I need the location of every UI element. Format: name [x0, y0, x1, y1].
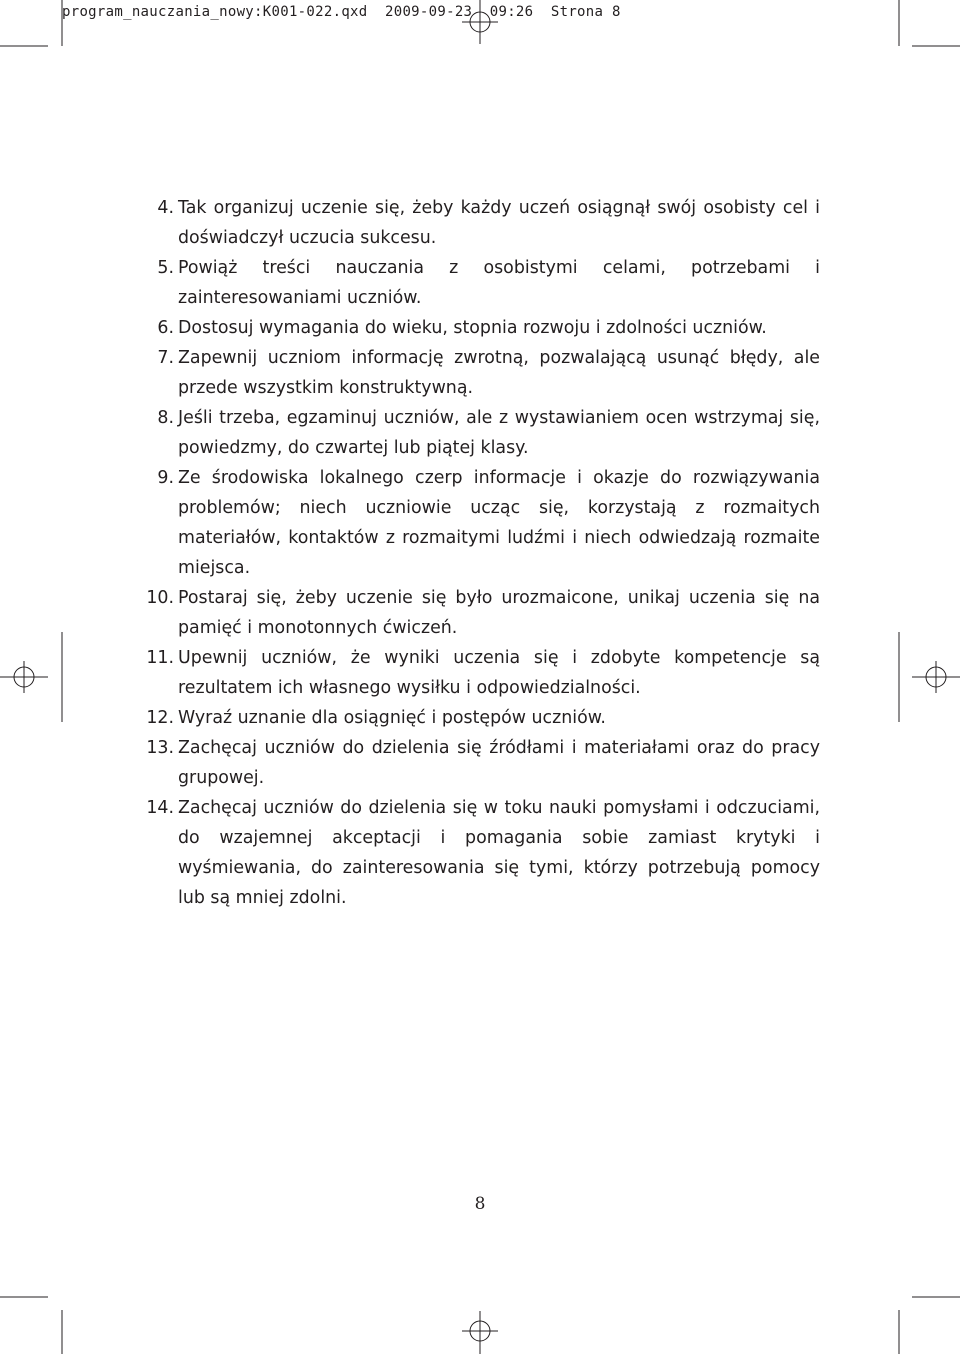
- list-item: [140, 643, 820, 703]
- registration-mark-left: [0, 632, 62, 722]
- list-item: [140, 343, 820, 403]
- list-item-number: 5.: [157, 258, 174, 278]
- list-item: [140, 703, 820, 733]
- list-item-text: Powiąż treści nauczania z osobistymi celami, potrzebami i zainteresowaniami uczniów.: [178, 258, 820, 308]
- list-item-text: Zapewnij uczniom informację zwrotną, pozwalającą usunąć błędy, ale przede wszystkim konstruktywną.: [178, 348, 820, 398]
- slug-page-label: Strona 8: [550, 4, 621, 20]
- list-item: [140, 193, 820, 253]
- page-number: 8: [474, 1194, 486, 1214]
- registration-mark-bottom: [462, 1311, 498, 1354]
- list-item: [140, 253, 820, 313]
- list-item-number: 6.: [157, 318, 174, 338]
- list-item-text: Ze środowiska lokalnego czerp informacje i okazje do rozwiązywania problemów; niech uczniowie ucząc się, korzystają z rozmaitych materiałów, kontaktów z rozmaitymi ludźmi i niech odwiedzają rozmaite miejsca.: [178, 468, 820, 578]
- list-item-number: 11.: [146, 648, 174, 668]
- slug-time: 09:26: [489, 4, 534, 20]
- list-item-number: 12.: [146, 708, 174, 728]
- list-item-number: 10.: [146, 588, 174, 608]
- list-item-text: Zachęcaj uczniów do dzielenia się źródłami i materiałami oraz do pracy grupowej.: [178, 738, 820, 788]
- list-item-number: 14.: [146, 798, 174, 818]
- list-item-number: 8.: [157, 408, 174, 428]
- numbered-list: [140, 193, 820, 913]
- slug-date: 2009-09-23: [384, 4, 473, 20]
- list-item-text: Tak organizuj uczenie się, żeby każdy uczeń osiągnął swój osobisty cel i doświadczył uczucia sukcesu.: [178, 198, 820, 248]
- list-item-number: 9.: [157, 468, 174, 488]
- list-item-number: 4.: [157, 198, 174, 218]
- list-item-number: 13.: [146, 738, 174, 758]
- slug-filename: program_nauczania_nowy:K001-022.qxd: [62, 4, 368, 20]
- list-item-number: 7.: [157, 348, 174, 368]
- registration-mark-top: [462, 0, 498, 44]
- list-item: [140, 733, 820, 793]
- list-item-text: Jeśli trzeba, egzaminuj uczniów, ale z wystawianiem ocen wstrzymaj się, powiedzmy, do czwartej lub piątej klasy.: [178, 408, 820, 458]
- list-item: [140, 403, 820, 463]
- list-item-text: Wyraź uznanie dla osiągnięć i postępów uczniów.: [178, 708, 606, 728]
- list-item: [140, 463, 820, 583]
- registration-mark-right: [899, 632, 960, 722]
- list-item-text: Dostosuj wymagania do wieku, stopnia rozwoju i zdolności uczniów.: [178, 318, 767, 338]
- list-item: [140, 313, 820, 343]
- list-item-text: Postaraj się, żeby uczenie się było urozmaicone, unikaj uczenia się na pamięć i monotonnych ćwiczeń.: [178, 588, 820, 638]
- list-item: [140, 583, 820, 643]
- list-item: [140, 793, 820, 913]
- list-item-text: Zachęcaj uczniów do dzielenia się w toku nauki pomysłami i odczuciami, do wzajemnej akceptacji i pomagania sobie zamiast krytyki i wyśmiewania, do zainteresowania się tymi, którzy potrzebują pomocy lub są mniej zdolni.: [178, 798, 820, 908]
- list-item-text: Upewnij uczniów, że wyniki uczenia się i zdobyte kompetencje są rezultatem ich własnego wysiłku i odpowiedzialności.: [178, 648, 820, 698]
